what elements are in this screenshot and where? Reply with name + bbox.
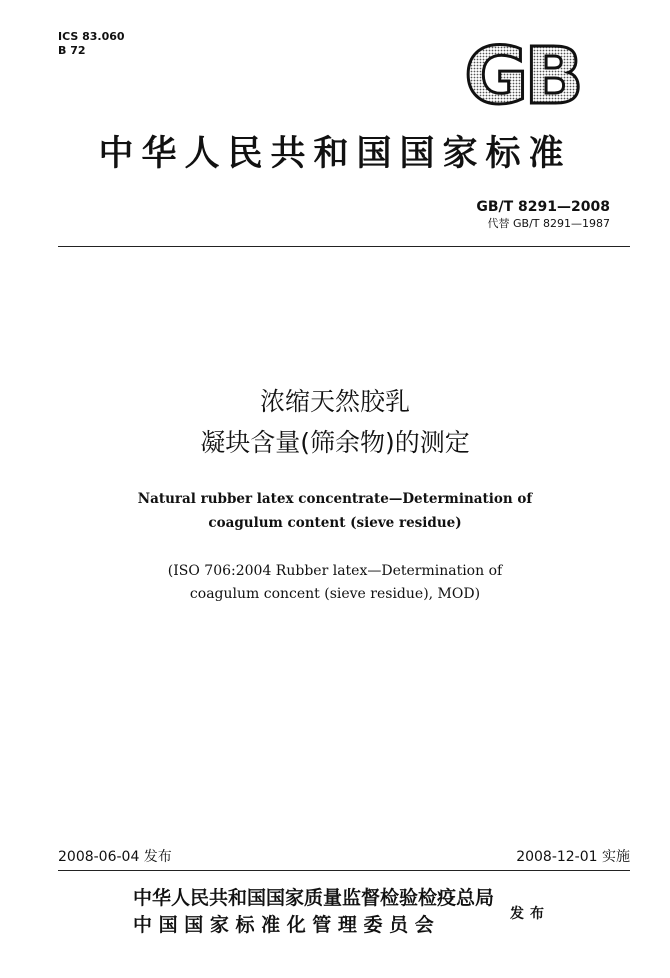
standard-title: 中华人民共和国国家标准: [98, 133, 572, 174]
issuer-aqsiq: 中华人民共和国国家质量监督检验检疫总局: [133, 887, 495, 909]
standard-number-block: [476, 198, 610, 231]
ccs-code: B 72: [58, 44, 86, 57]
issuer-sac: 中 国 国 家 标 准 化 管 理 委 员 会: [133, 914, 434, 936]
publish-label: 发布: [510, 906, 550, 922]
gb-logo-text: GB: [464, 40, 580, 112]
title-cn-line1: 浓缩天然胶乳: [259, 387, 410, 416]
ics-code: ICS 83.060: [58, 30, 125, 43]
title-en-line1: Natural rubber latex concentrate—Determination of: [137, 491, 533, 507]
classification-codes: [58, 30, 125, 58]
title-cn-line2: 凝块含量(筛余物)的测定: [200, 428, 470, 457]
title-en-line2: coagulum content (sieve residue): [208, 515, 462, 531]
gb-logo: [452, 40, 592, 112]
replaces-standard: 代替 GB/T 8291—1987: [487, 217, 610, 230]
footer-rule: [58, 870, 630, 871]
standard-number: GB/T 8291—2008: [476, 199, 610, 215]
effective-date: 2008-12-01 实施: [516, 849, 630, 865]
header-rule: [58, 246, 630, 247]
issue-date: 2008-06-04 发布: [58, 849, 172, 865]
iso-ref-line1: (ISO 706:2004 Rubber latex—Determination of: [167, 563, 503, 579]
iso-ref-line2: coagulum concent (sieve residue), MOD): [189, 586, 481, 602]
